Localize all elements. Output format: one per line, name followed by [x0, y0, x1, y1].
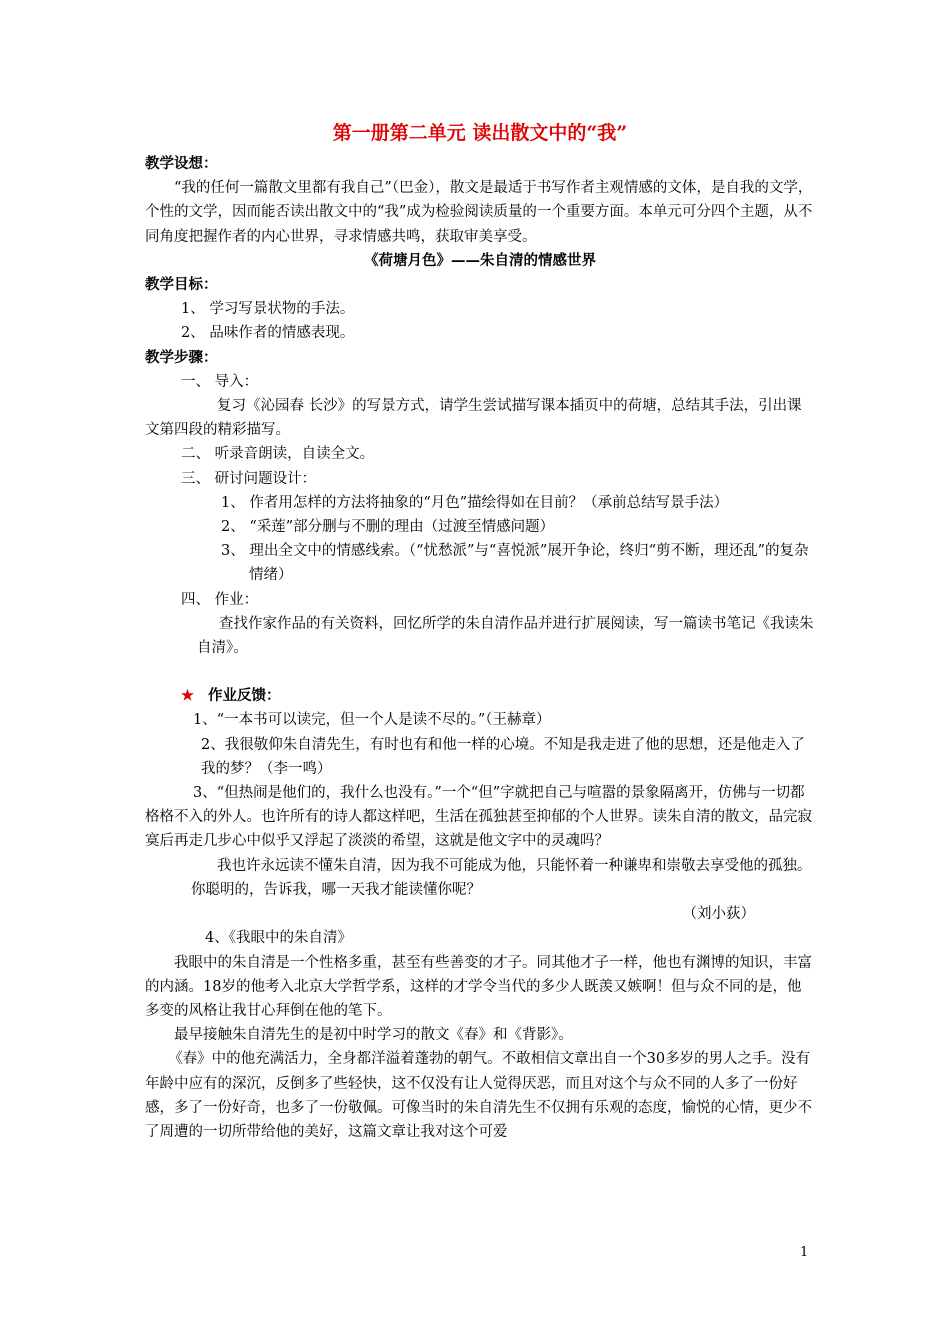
steps-heading: 教学步骤： — [145, 348, 218, 366]
goal-item: 2、 品味作者的情感表现。 — [181, 325, 355, 342]
feedback-4-paragraph-3: 《春》中的他充满活力，全身都洋溢着蓬勃的朝气。不敢相信文章出自一个30多岁的男人之手。没有年龄中应有的深沉，反倒多了些轻快，这不仅没有让人觉得厌恶，而且对这个与众不同的人多了一份好感，多了一份好奇，也多了一份敬佩。可像当时的朱自清先生不仅拥有乐观的态度，愉悦的心情，更少不了周遭的一切所带给他的美好，这篇文章让我对这个可爱 — [145, 1051, 812, 1140]
question-1: 1、 作者用怎样的方法将抽象的“月色”描绘得如在目前？（承前总结写景手法） — [221, 494, 729, 511]
step-1-text: 复习《沁园春 长沙》的写景方式，请学生尝试描写课本插页中的荷塘，总结其手法，引出课文第四段的精彩描写。 — [145, 398, 802, 439]
feedback-heading-label: 作业反馈： — [208, 687, 281, 705]
document-body — [145, 118, 815, 1144]
page-number: 1 — [800, 1245, 809, 1260]
feedback-heading — [145, 684, 815, 708]
feedback-3-paragraph-3: 你聪明的，告诉我，哪一天我才能读懂你呢？ — [191, 881, 481, 898]
design-heading: 教学设想： — [145, 155, 218, 172]
feedback-3-paragraph-2: 我也许永远读不懂朱自清，因为我不可能成为他，只能怀着一种谦卑和崇敬去享受他的孤独。 — [217, 857, 812, 874]
document-title: 第一册第二单元 读出散文中的“我” — [332, 122, 628, 144]
feedback-4-paragraph-1: 我眼中的朱自清是一个性格多重，甚至有些善变的才子。同其他才子一样，他也有渊博的知识，丰富的内涵。18岁的他考入北京大学哲学系，这样的才学令当代的多少人既羡又嫉啊！但与众不同的是，他多变的风格让我甘心拜倒在他的笔下。 — [145, 954, 812, 1019]
step-4-text: 查找作家作品的有关资料，回忆所学的朱自清作品并进行扩展阅读，写一篇读书笔记《我读朱自清》。 — [197, 615, 814, 657]
feedback-3-author: （刘小荻） — [682, 906, 755, 923]
goals-heading: 教学目标： — [145, 276, 218, 294]
goal-item: 1、 学习写景状物的手法。 — [181, 301, 355, 318]
question-2: 2、 “采莲”部分删与不删的理由（过渡至情感问题） — [221, 519, 555, 536]
step-4: 四、 作业： — [181, 591, 259, 608]
feedback-2: 2、我很敬仰朱自清先生，有时也有和他一样的心境。不知是我走进了他的思想，还是他走入了我的梦？（李一鸣） — [201, 736, 805, 777]
step-3: 三、 研讨问题设计： — [181, 470, 317, 487]
design-paragraph: “我的任何一篇散文里都有我自己”（巴金），散文是最适于书写作者主观情感的文体，是自我的文学，个性的文学，因而能否读出散文中的“我”成为检验阅读质量的一个重要方面。本单元可分四个主题，从不同角度把握作者的内心世界，寻求情感共鸣，获取审美享受。 — [145, 180, 813, 245]
feedback-3: 3、“但热闹是他们的，我什么也没有。”一个“但”字就把自己与喧嚣的景象隔离开，仿佛与一切都格格不入的外人。也许所有的诗人都这样吧，生活在孤独甚至抑郁的个人世界。读朱自清的散文，品完寂寞后再走几步心中似乎又浮起了淡淡的希望，这就是他文字中的灵魂吗？ — [145, 785, 812, 850]
question-3: 3、 理出全文中的情感线索。（“忧愁派”与“喜悦派”展开争论，终归“剪不断，理还乱”的复杂情绪） — [221, 543, 809, 584]
star-icon: ★ — [181, 687, 194, 705]
step-2: 二、 听录音朗读，自读全文。 — [181, 446, 375, 463]
feedback-1: 1、“一本书可以读完，但一个人是读不尽的。”（王赫章） — [193, 712, 551, 729]
step-1: 一、 导入： — [181, 373, 259, 390]
feedback-4-paragraph-2: 最早接触朱自清先生的是初中时学习的散文《春》和《背影》。 — [174, 1027, 573, 1044]
lesson-subtitle: 《荷塘月色》——朱自清的情感世界 — [364, 251, 596, 269]
feedback-4-title: 4、《我眼中的朱自清》 — [205, 930, 352, 947]
